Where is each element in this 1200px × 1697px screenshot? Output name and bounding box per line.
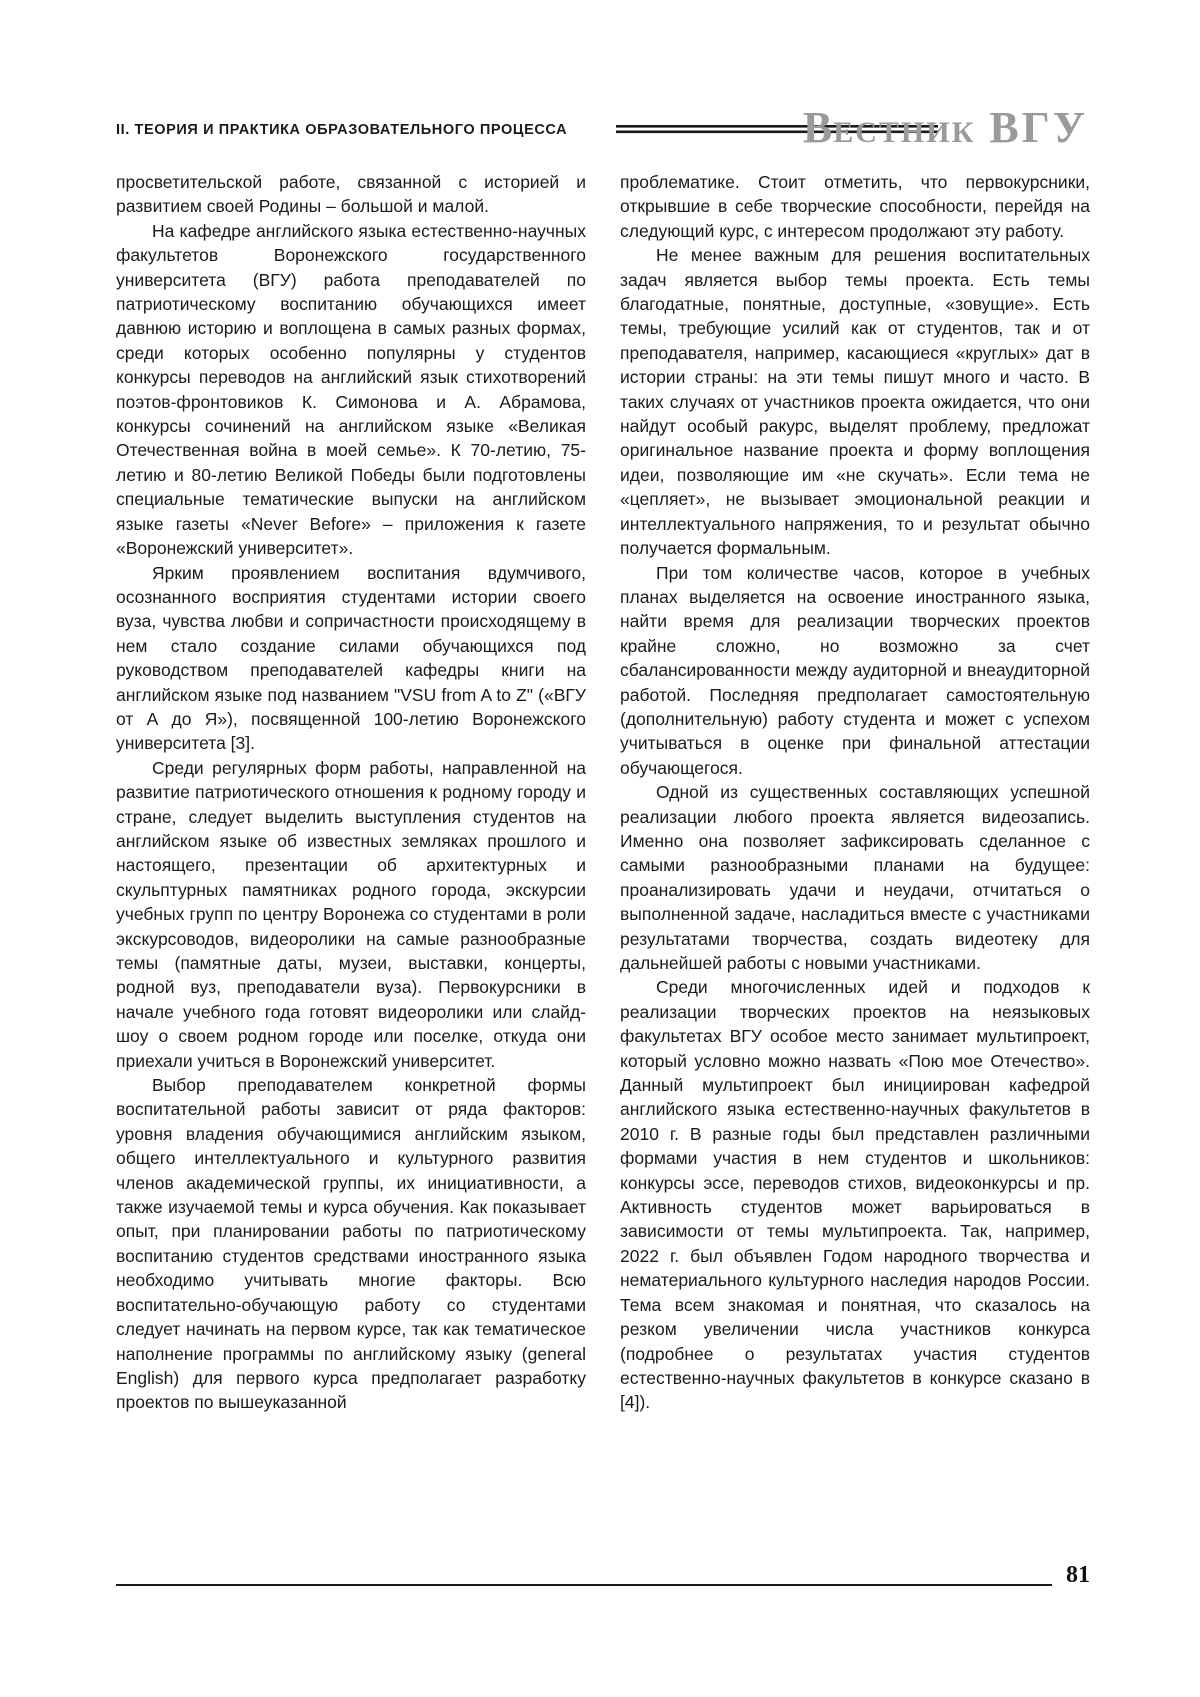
logo-rest: ЕСТНИК [833,116,976,149]
logo-initial: В [802,103,834,152]
logo-second-word: ВГУ [989,103,1088,152]
right-column [620,170,1090,1415]
section-title: II. ТЕОРИЯ И ПРАКТИКА ОБРАЗОВАТЕЛЬНОГО ПРОЦЕССА [116,122,568,138]
paragraph: Среди многочисленных идей и подходов к реализации творческих проектов на неязыковых факультетах ВГУ особое место занимает мультипроект, который условно можно назвать «Пою мое Отечество». Данный мультипроект был инициирован кафедрой английского языка естественно-научных факультетов в 2010 г. В разные годы был представлен различными формами участия в нем студентов и школьников: конкурсы эссе, переводов стихов, видеоконкурсы и пр. Активность студентов может варьироваться в зависимости от темы мультипроекта. Так, например, 2022 г. был объявлен Годом народного творчества и нематериального культурного наследия народов России. Тема всем знакомая и понятная, что сказалось на резком увеличении числа участников конкурса (подробнее о результатах участия студентов естественно-научных факультетов в конкурсе сказано в [4]). [620,977,1090,1413]
paragraph: На кафедре английского языка естественно-научных факультетов Воронежского государственного университета (ВГУ) работа преподавателей по патриотическому воспитанию обучающихся имеет давнюю историю и воплощена в самых разных формах, среди которых особенно популярны у студентов конкурсы переводов на английский язык стихотворений поэтов-фронтовиков К. Симонова и А. Абрамова, конкурсы сочинений на английском языке «Великая Отечественная война в моей семье». К 70-летию, 75-летию и 80-летию Великой Победы были подготовлены специальные тематические выпуски на английском языке газеты «Never Before» – приложения к газете «Воронежский университет». [116,220,586,559]
footer-rule [116,1584,1052,1586]
paragraph: Среди регулярных форм работы, направленной на развитие патриотического отношения к родному городу и стране, следует выделить выступления студентов на английском языке об известных земляках прошлого и настоящего, презентации об архитектурных и скульптурных памятниках родного города, экскурсии учебных групп по центру Воронежа со студентами в роли экскурсоводов, видеоролики на самые разнообразные темы (памятные даты, музеи, выставки, концерты, родной вуз, преподаватели вуза). Первокурсники в начале учебного года готовят видеоролики или слайд-шоу о своем родном городе или поселке, откуда они приехали учиться в Воронежский университет. [116,757,586,1071]
running-header [116,103,1088,152]
paragraph: просветительской работе, связанной с историей и развитием своей Родины – большой и малой. [116,172,586,217]
page-number: 81 [1066,1562,1090,1588]
paragraph: проблематике. Стоит отметить, что первокурсники, открывшие в себе творческие способности, перейдя на следующий курс, с интересом продолжают эту работу. [620,172,1090,241]
paragraph: При том количестве часов, которое в учебных планах выделяется на освоение иностранного языка, найти время для реализации творческих проектов крайне сложно, но возможно за счет сбалансированности между аудиторной и внеаудиторной работой. Последняя предполагает самостоятельную (дополнительную) работу студента и может с успехом учитываться в оценке при финальной аттестации обучающегося. [620,562,1090,778]
paragraph: Не менее важным для решения воспитательных задач является выбор темы проекта. Есть темы благодатные, понятные, доступные, «зовущие». Есть темы, требующие усилий как от студентов, так и от преподавателя, например, касающиеся «круглых» дат в истории страны: на эти темы пишут много и часто. В таких случаях от участников проекта ожидается, что они найдут особый ракурс, выделят проблему, предложат оригинальное название проекта и форму воплощения идеи, позволяющие им «не скучать». Если тема не «цепляет», не вызывает эмоциональной реакции и интеллектуального напряжения, то и результат обычно получается формальным. [620,245,1090,559]
paragraph: Ярким проявлением воспитания вдумчивого, осознанного восприятия студентами истории своего вуза, чувства любви и сопричастности происходящему в нем стало создание силами обучающихся под руководством преподавателей кафедры книги на английском языке под названием "VSU from A to Z" («ВГУ от А до Я»), посвященной 100-летию Воронежского университета [3]. [116,562,586,754]
left-column [116,170,586,1415]
journal-logo [803,102,1088,153]
paragraph: Выбор преподавателем конкретной формы воспитательной работы зависит от ряда факторов: уровня владения обучающимися английским языком, общего интеллектуального и культурного развития членов академической группы, их инициативности, а также изучаемой темы и курса обучения. Как показывает опыт, при планировании работы по патриотическому воспитанию студентов средствами иностранного языка необходимо учитывать многие факторы. Всю воспитательно-обучающую работу со студентами следует начинать на первом курсе, так как тематическое наполнение программы по английскому языку (general English) для первого курса предполагает разработку проектов по вышеуказанной [116,1075,586,1413]
paragraph: Одной из существенных составляющих успешной реализации любого проекта является видеозапись. Именно она позволяет зафиксировать сделанное с самыми разнообразными планами на будущее: проанализировать удачи и неудачи, отчитаться о выполненной задаче, насладиться вместе с участниками результатами творчества, создать видеотеку для дальнейшей работы с новыми участниками. [620,782,1090,973]
